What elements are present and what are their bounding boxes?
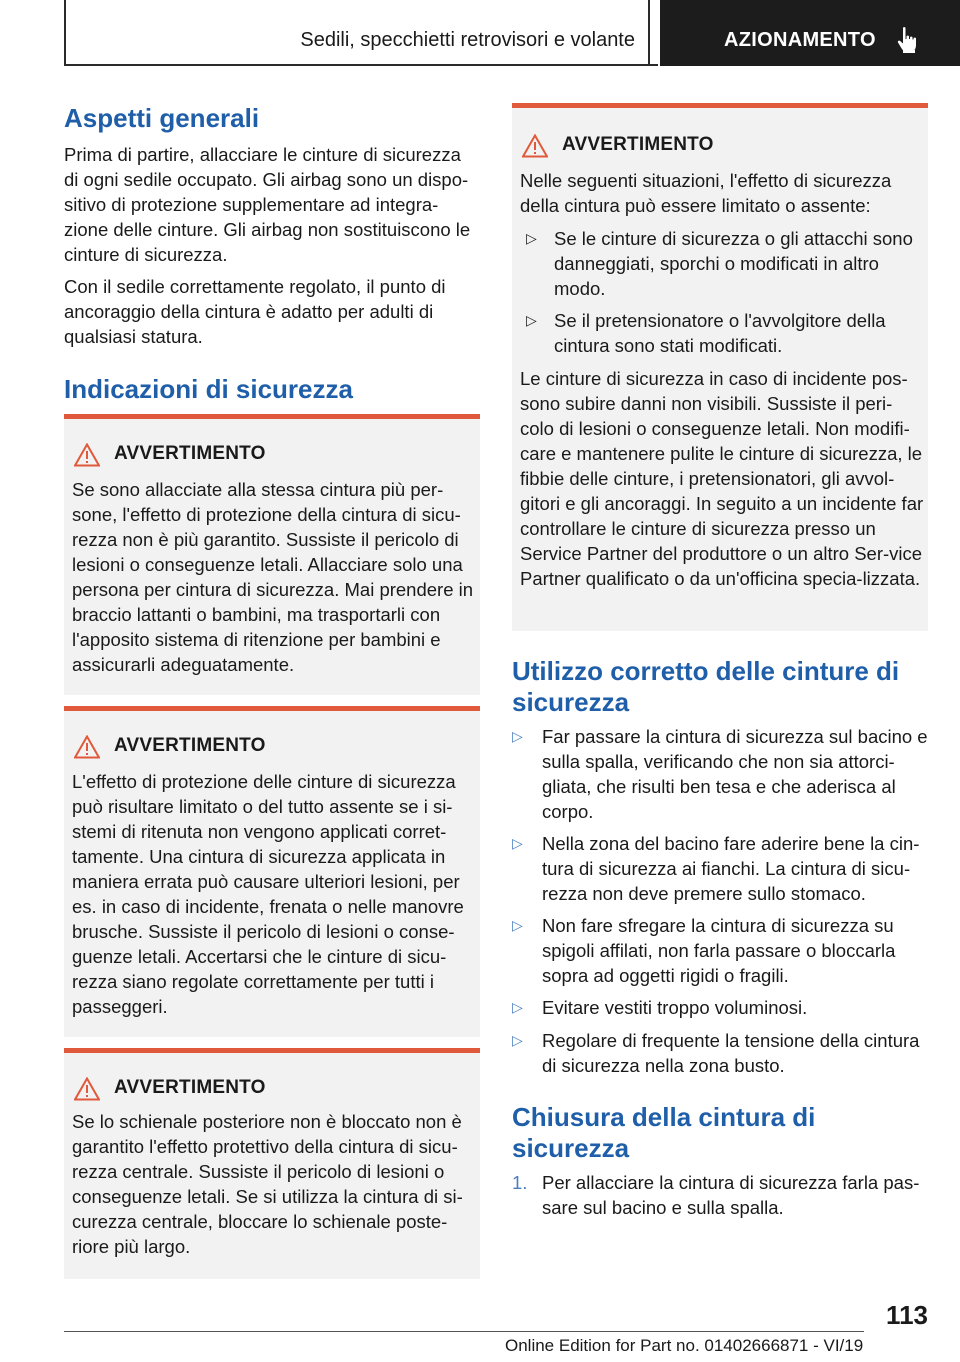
page-number: 113 — [886, 1300, 928, 1330]
warning-title: AVVERTIMENTO — [562, 134, 714, 155]
warning-intro: Nelle seguenti situazioni, l'effetto di sicurezza della cintura può essere limitato o assente: — [520, 170, 892, 216]
step-text: Per allacciare la cintura di sicurezza farla pas-sare sul bacino e sulla spalla. — [542, 1172, 920, 1218]
warning-title: AVVERTIMENTO — [114, 1077, 266, 1098]
heading-general: Aspetti generali — [64, 103, 260, 133]
triangle-bullet-icon: ▷ — [512, 835, 523, 851]
triangle-bullet-icon: ▷ — [526, 312, 537, 328]
hand-pointing-icon — [896, 26, 922, 54]
warning-triangle-icon — [74, 1077, 100, 1101]
section-title[interactable]: AZIONAMENTO — [724, 29, 876, 51]
warning-box-3 — [64, 1048, 480, 1279]
footer-rule — [64, 1331, 864, 1332]
warning-text: Se sono allacciate alla stessa cintura più per-sone, l'effetto di protezione della cintura di sicu-rezza non è più garantito. Sussiste il pericolo di lesioni o conseguenze letali. Allacciare solo una persona per cintura di sicurezza. Mai prendere in braccio lattanti o bambini, ma trasportarli con l'apposito sistema di ritenzione per bambini e assicurarli adeguatamente. — [72, 479, 474, 675]
warning-box-2 — [64, 706, 480, 1037]
heading-correct-use: Utilizzo corretto delle cinture di sicurezza — [512, 656, 900, 717]
warning-triangle-icon — [74, 443, 100, 467]
header-rule — [64, 64, 658, 66]
header-rule-left — [64, 0, 66, 66]
step-number: 1. — [512, 1172, 528, 1193]
heading-safety: Indicazioni di sicurezza — [64, 374, 353, 404]
warning-box-4: AVVERTIMENTO Nelle seguenti situazioni, l'effetto di sicurezza della cintura può essere limitato o assente: ▷ Se le cinture di sicurezza o gli attacchi sono danneggiati, sporchi o modificati in altro modo. ▷ Se il pretensionatore o l'avvolgitore della cintura sono stati modificati. Le cinture di sicurezza in caso di incidente pos-sono subire danni non visibili. Sussiste il peri-colo di lesioni o conseguenze letali. Non modifi-care e mantenere pulite le cinture di sicurezza, le fibbie delle cinture, i pretensionatori, gli avvol-gitori e gli ancoraggi. In seguito a un incidente far controllare le cinture di sicurezza presso un Service Partner del produttore o un altro Ser-vice Partner qualificato o da un'officina specia-lizzata. — [512, 103, 928, 631]
warning-triangle-icon — [522, 134, 548, 158]
paragraph-general-1: Prima di partire, allacciare le cinture di sicurezza di ogni sedile occupato. Gli airbag sono un dispo-sitivo di protezione supplementare ad integra-zione delle cinture. Gli airbag non sostituiscono le cinture di sicurezza. — [64, 144, 471, 265]
warning-text: L'effetto di protezione delle cinture di sicurezza può risultare limitato o del tutto assente se i si-stemi di ritenuta non vengono applicati corret-tamente. Una cintura di sicurezza applicata in maniera errata può causare ulteriori lesioni, per es. in caso di incidente, frenata o nelle manovre brusche. Sussiste il pericolo di lesioni o conse-guenze letali. Accertarsi che le cinture di sicu-rezza siano regolate correttamente per tutti i passeggeri. — [72, 771, 464, 1017]
warning-text: Le cinture di sicurezza in caso di incidente pos-sono subire danni non visibili. Sussiste il peri-colo di lesioni o conseguenze letali. Non modifi-care e mantenere pulite le cinture di sicurezza, le fibbie delle cinture, i pretensionatori, gli avvol-gitori e gli ancoraggi. In seguito a un incidente far controllare le cinture di sicurezza presso un Service Partner del produttore o un altro Ser-vice Partner qualificato o da un'officina specia-lizzata. — [520, 368, 924, 589]
triangle-bullet-icon: ▷ — [512, 917, 523, 933]
triangle-bullet-icon: ▷ — [512, 728, 523, 744]
header-separator — [648, 0, 650, 66]
warning-title: AVVERTIMENTO — [114, 735, 266, 756]
footer-edition: Online Edition for Part no. 01402666871 - VI/19 — [505, 1336, 864, 1355]
triangle-bullet-icon: ▷ — [512, 1032, 523, 1048]
warning-title: AVVERTIMENTO — [114, 443, 266, 464]
chapter-title: Sedili, specchietti retrovisori e volante — [300, 29, 635, 51]
triangle-bullet-icon: ▷ — [512, 999, 523, 1015]
triangle-bullet-icon: ▷ — [526, 230, 537, 246]
paragraph-general-2: Con il sedile correttamente regolato, il punto di ancoraggio della cintura è adatto per adulti di qualsiasi statura. — [64, 276, 446, 347]
heading-fastening: Chiusura della cintura di sicurezza — [512, 1102, 816, 1163]
warning-box-1 — [64, 414, 480, 695]
warning-triangle-icon — [74, 735, 100, 759]
warning-text: Se lo schienale posteriore non è bloccato non è garantito l'effetto protettivo della cintura di sicu-rezza centrale. Sussiste il pericolo di lesioni o conseguenze letali. Se si utilizza la cintura di si-curezza centrale, bloccare lo schienale poste-riore più largo. — [72, 1111, 463, 1257]
